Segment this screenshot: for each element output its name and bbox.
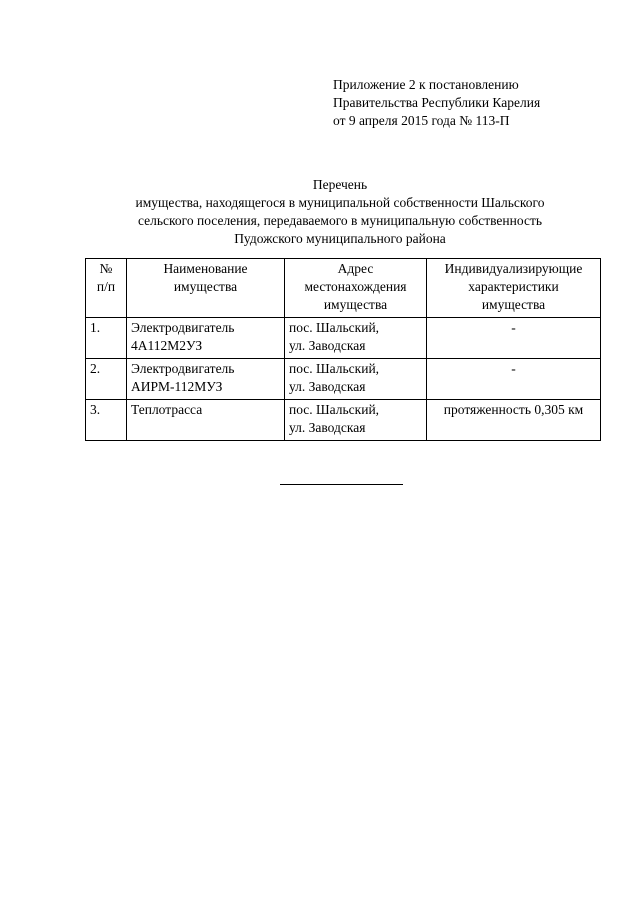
row-characteristics: - (427, 318, 601, 359)
table-row (86, 400, 601, 441)
row-name: Электродвигатель 4А112М2УЗ (127, 318, 285, 359)
appendix-line: от 9 апреля 2015 года № 113-П (333, 113, 510, 128)
row-address: пос. Шальский, ул. Заводская (285, 400, 427, 441)
table-row (86, 359, 601, 400)
appendix-reference (333, 76, 633, 130)
row-num: 3. (86, 400, 127, 441)
appendix-line: Правительства Республики Карелия (333, 95, 541, 110)
row-name: Теплотрасса (127, 400, 285, 441)
row-name: Электродвигатель АИРМ-112МУЗ (127, 359, 285, 400)
title-line: сельского поселения, передаваемого в муниципальную собственность (138, 213, 542, 228)
row-characteristics: протяженность 0,305 км (427, 400, 601, 441)
title-line: имущества, находящегося в муниципальной собственности Шальского (135, 195, 545, 210)
header-num: № п/п (86, 259, 127, 318)
row-address: пос. Шальский, ул. Заводская (285, 359, 427, 400)
header-name: Наименование имущества (127, 259, 285, 318)
document-title (60, 176, 620, 248)
table-row (86, 318, 601, 359)
row-num: 1. (86, 318, 127, 359)
row-characteristics: - (427, 359, 601, 400)
title-line: Пудожского муниципального района (234, 231, 446, 246)
property-table (85, 258, 601, 441)
header-characteristics: Индивидуализирующие характеристики имущества (427, 259, 601, 318)
table-header-row (86, 259, 601, 318)
row-address: пос. Шальский, ул. Заводская (285, 318, 427, 359)
header-address: Адрес местонахождения имущества (285, 259, 427, 318)
appendix-line: Приложение 2 к постановлению (333, 77, 519, 92)
end-separator-line (280, 484, 403, 485)
row-num: 2. (86, 359, 127, 400)
title-heading: Перечень (312, 177, 368, 192)
